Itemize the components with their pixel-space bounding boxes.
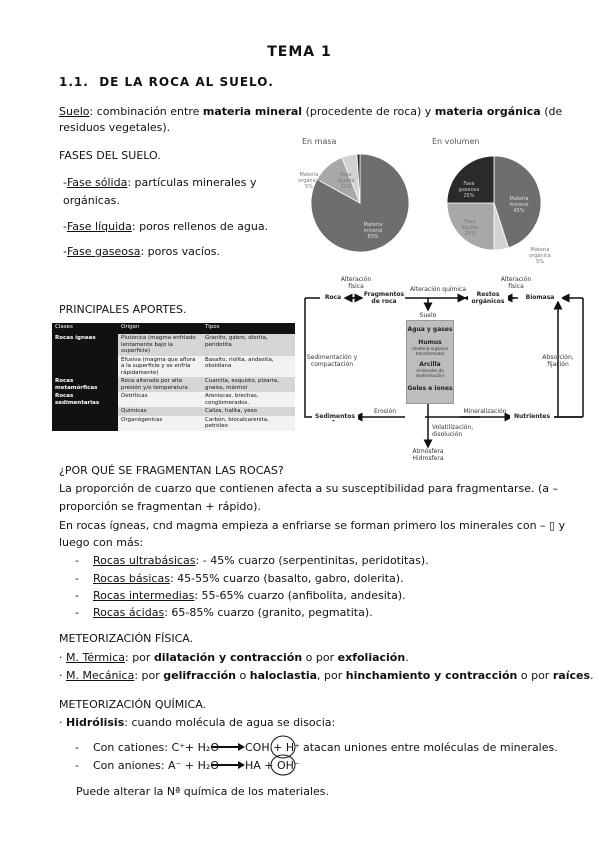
table-cell: Rocas sedimentarias bbox=[52, 392, 118, 431]
diag-agua-gases: Agua y gases bbox=[407, 326, 453, 333]
pie-volumen-title: En volumen bbox=[432, 137, 480, 146]
eq-aniones: - Con aniones: A⁻ + H₂O bbox=[75, 759, 219, 772]
diag-arcilla: Arcilla bbox=[419, 361, 441, 368]
arrow-icon bbox=[210, 741, 246, 753]
table-cell: Rocas ígneas bbox=[52, 334, 118, 377]
table-cell: Granito, gabro, diorita, peridotita bbox=[202, 334, 295, 356]
table-cell: Detríticas bbox=[118, 392, 202, 407]
fase-solida: -Fase sólida: partículas minerales y bbox=[63, 176, 257, 189]
fase-gaseosa: -Fase gaseosa: poros vacíos. bbox=[63, 245, 220, 258]
pie-masa-label-organica: Materia orgánica 5% bbox=[298, 172, 320, 190]
diag-restos: Restos orgánicos bbox=[468, 291, 508, 305]
pie-masa-label-mineral: Materia mineral 83% bbox=[363, 222, 383, 240]
table-header: Tipos bbox=[202, 323, 295, 334]
met-quimica-heading: METEORIZACIÓN QUÍMICA. bbox=[59, 698, 207, 711]
intro-line-2: residuos vegetales). bbox=[59, 121, 171, 134]
table-row bbox=[52, 334, 295, 356]
table-cell: Efusiva (magma que aflora a la superficie y se enfría rápidamente) bbox=[118, 356, 202, 378]
table-cell: Caliza, halita, yeso bbox=[202, 407, 295, 416]
hidrolisis-line: · Hidrólisis: cuando molécula de agua se disocia: bbox=[59, 716, 336, 729]
aportes-heading: PRINCIPALES APORTES. bbox=[59, 303, 187, 316]
diag-arcilla-sub: (minerales de neoformación) bbox=[415, 368, 445, 378]
table-cell: Cuarcita, esquisto, pizarra, gneiss, mármol bbox=[202, 377, 295, 392]
table-cell: Carbón, biocalcarenita, petróleo bbox=[202, 416, 295, 431]
diag-absorcion: Absorción, fijación bbox=[542, 354, 574, 368]
fragmentan-p1b: proporción se fragmentan + rápido). bbox=[59, 500, 261, 513]
table-header: Clases bbox=[52, 323, 118, 334]
section-number: 1.1. bbox=[59, 75, 89, 89]
fase-solida-cont: orgánicas. bbox=[63, 194, 120, 207]
diag-atmosfera: Atmósfera Hidrosfera bbox=[412, 448, 444, 462]
eq-cationes: - Con cationes: C⁺+ H₂O bbox=[75, 741, 219, 754]
table-header: Origen bbox=[118, 323, 202, 334]
fragmentan-p2a: En rocas ígneas, cnd magma empieza a enfriarse se forman primero los minerales con – ▯ y bbox=[59, 519, 566, 532]
table-cell: Basalto, riolita, andesita, obsidiana bbox=[202, 356, 295, 378]
diag-alteracion-fisica-1: Alteración física bbox=[340, 276, 372, 290]
fragmentan-heading: ¿POR QUÉ SE FRAGMENTAN LAS ROCAS? bbox=[59, 464, 284, 477]
table-cell: Areniscas, brechas, conglomerados. bbox=[202, 392, 295, 407]
eq1-rhs: COH + H⁺ bbox=[245, 741, 300, 754]
fase-liquida: -Fase líquida: poros rellenos de agua. bbox=[63, 220, 269, 233]
pie-masa-title: En masa bbox=[302, 137, 337, 146]
intro-term: Suelo bbox=[59, 105, 90, 118]
table-cell: Roca alterada por alta presión y/o temperatura bbox=[118, 377, 202, 392]
diag-suelo: Suelo bbox=[419, 312, 437, 319]
roca-item: - Rocas básicas: 45-55% cuarzo (basalto, gabro, dolerita). bbox=[75, 572, 404, 585]
pie-vol-label-mineral: Materia mineral 45% bbox=[509, 196, 529, 214]
roca-item: - Rocas ácidas: 65-85% cuarzo (granito, pegmatita). bbox=[75, 606, 373, 619]
eq1-note: atacan uniones entre moléculas de minerales. bbox=[303, 741, 558, 754]
met-termica: · M. Térmica: por dilatación y contracción o por exfoliación. bbox=[59, 651, 409, 664]
diag-nutrientes: Nutrientes bbox=[510, 413, 554, 420]
suelo-box bbox=[406, 320, 454, 404]
diag-mineralizacion: Mineralización bbox=[463, 408, 507, 415]
diag-roca: Roca bbox=[324, 294, 342, 301]
soil-cycle-diagram bbox=[300, 272, 590, 462]
diag-fragmentos: Fragmentos de roca bbox=[363, 291, 405, 305]
pie-vol-label-liquida: Fase líquida 25% bbox=[461, 219, 479, 237]
roca-item: - Rocas ultrabásicas: - 45% cuarzo (serpentinitas, peridotitas). bbox=[75, 554, 429, 567]
table-cell: Químicas bbox=[118, 407, 202, 416]
table-cell: Rocas metamórficas bbox=[52, 377, 118, 392]
eq2-rhs: HA + OH⁻ bbox=[245, 759, 300, 772]
pie-masa-label-liquida: Fase líquida 11% bbox=[337, 172, 355, 190]
diag-alteracion-fisica-2: Alteración física bbox=[500, 276, 532, 290]
fragmentan-p2b: luego con más: bbox=[59, 536, 144, 549]
diag-erosion: Erosión bbox=[373, 408, 397, 415]
pie-vol-label-organica: Materia orgánica 5% bbox=[529, 247, 551, 265]
met-quimica-footer: Puede alterar la Nª química de los materiales. bbox=[76, 785, 330, 798]
diag-geles: Geles e iones bbox=[407, 385, 453, 392]
met-mecanica: · M. Mecánica: por gelifracción o haloclastia, por hinchamiento y contracción o por raíces. bbox=[59, 669, 594, 682]
fases-heading: FASES DEL SUELO. bbox=[59, 149, 161, 162]
table-header-row bbox=[52, 323, 295, 334]
pie-vol-label-gaseosa: Fase gaseosa 25% bbox=[458, 181, 480, 199]
diag-volatilizacion: Volatilización, disolución bbox=[432, 424, 474, 438]
diag-sedimentacion: Sedimentación y compactación bbox=[306, 354, 358, 368]
pie-svg bbox=[0, 0, 599, 300]
table-row bbox=[52, 392, 295, 407]
page-title: TEMA 1 bbox=[267, 44, 332, 60]
fragmentan-p1a: La proporción de cuarzo que contienen afecta a su susceptibilidad para fragmentarse. (a – bbox=[59, 482, 559, 495]
table-cell: Plutónica (magma enfriado lentamente bajo la superficie) bbox=[118, 334, 202, 356]
section-title: DE LA ROCA AL SUELO. bbox=[99, 75, 274, 89]
intro-line-1: Suelo: combinación entre materia mineral (procedente de roca) y materia orgánica (de bbox=[59, 105, 563, 118]
diag-humus: Humus bbox=[418, 339, 442, 346]
diag-biomasa: Biomasa bbox=[518, 294, 562, 301]
roca-item: - Rocas intermedias: 55-65% cuarzo (anfibolita, andesita). bbox=[75, 589, 406, 602]
diag-sedimentos: Sedimentos bbox=[312, 413, 358, 420]
arrow-icon bbox=[210, 759, 246, 771]
circle-highlight-icon bbox=[268, 752, 298, 778]
table-row bbox=[52, 377, 295, 392]
table-cell: Organógenicas bbox=[118, 416, 202, 431]
met-fisica-heading: METEORIZACIÓN FÍSICA. bbox=[59, 632, 194, 645]
diag-humus-sub: (materia orgánica transformada) bbox=[412, 346, 448, 356]
diag-alteracion-quimica: Alteración química bbox=[409, 286, 467, 293]
aportes-table bbox=[52, 323, 295, 431]
